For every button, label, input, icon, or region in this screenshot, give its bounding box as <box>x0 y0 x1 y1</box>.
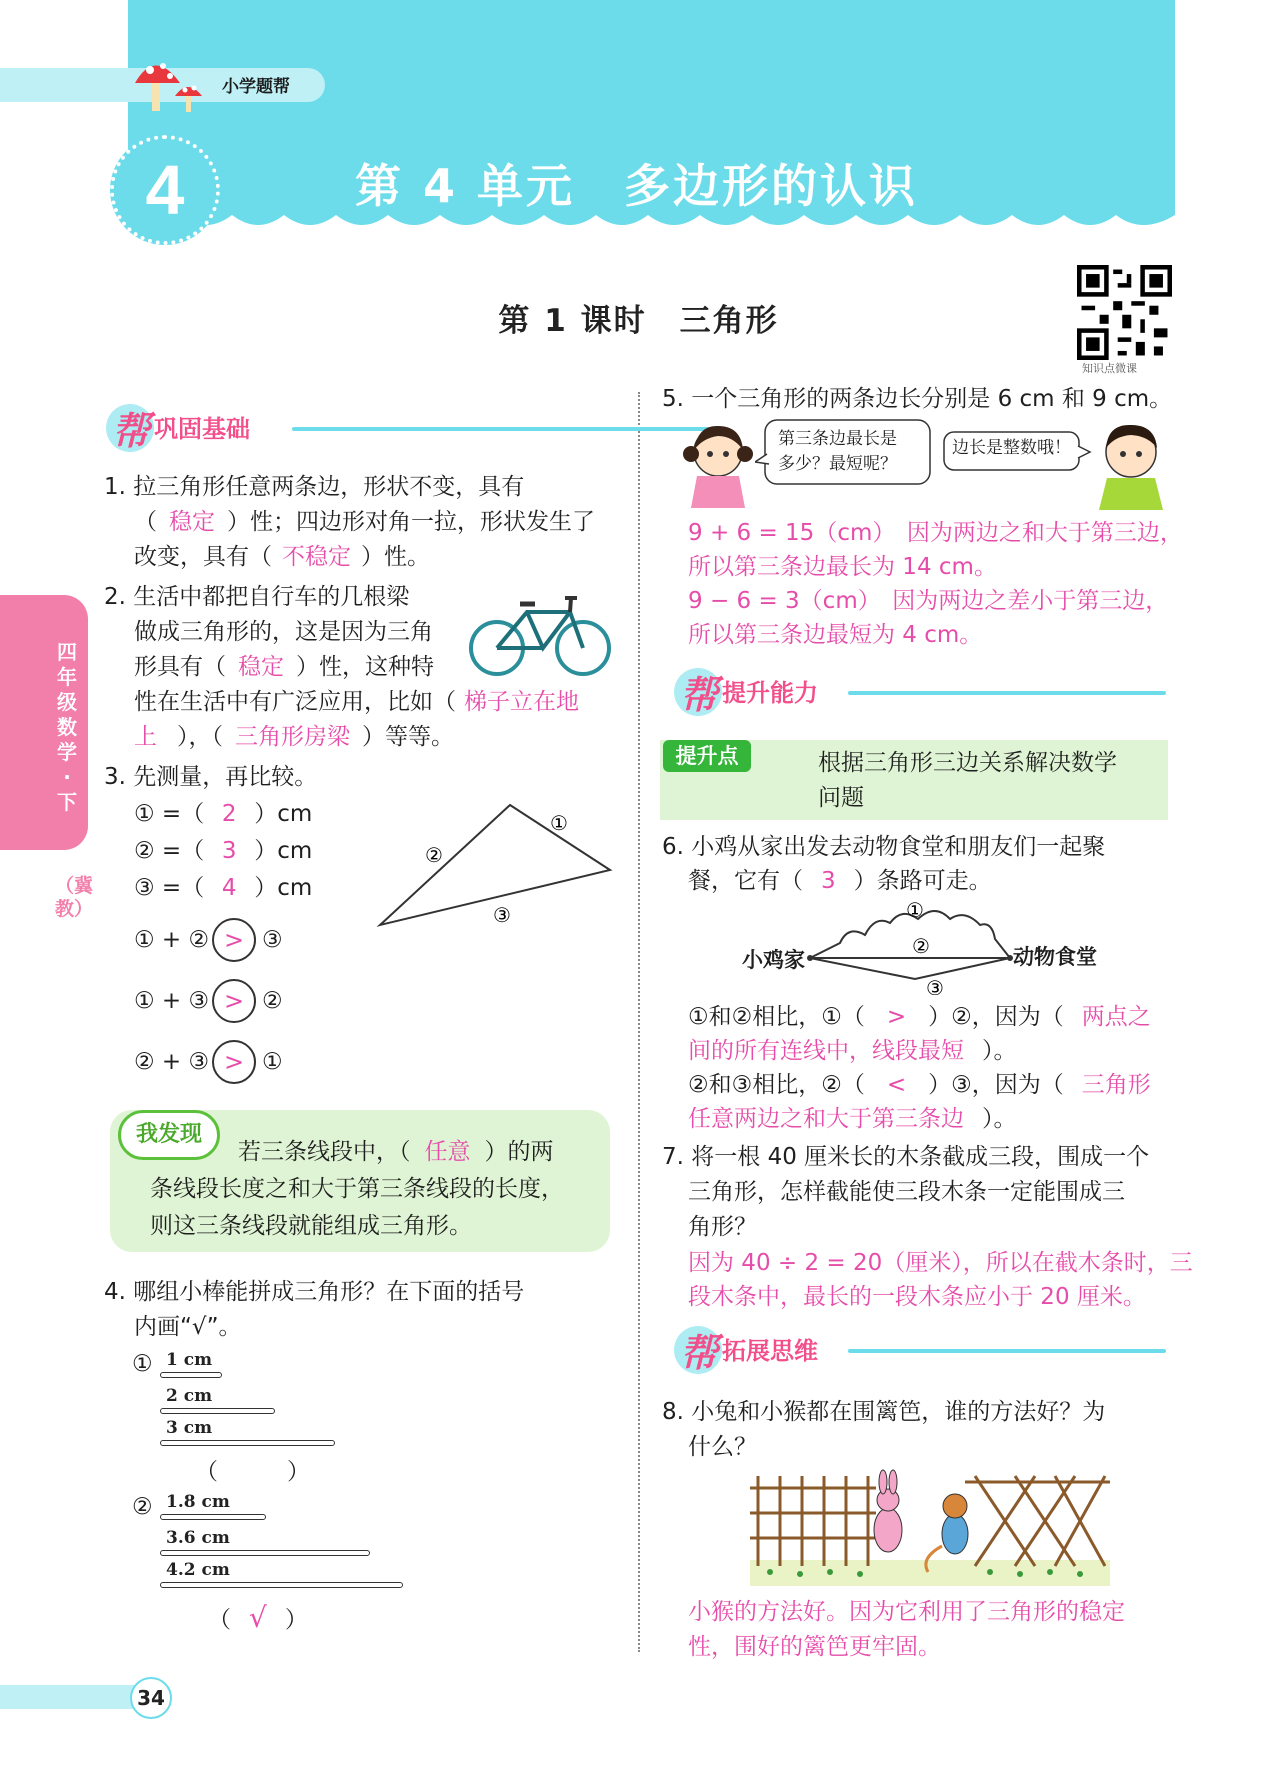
q4-g2-stick3-label: 4.2 cm <box>166 1560 230 1580</box>
key-point-badge: 提升点 <box>663 740 751 772</box>
q3-compare3-answer: > <box>212 1040 256 1084</box>
girl-icon <box>683 420 753 510</box>
brand-name: 小学题帮 <box>222 77 290 97</box>
q5-answer-line3: 9 − 6 = 3（cm） 因为两边之差小于第三边， <box>688 588 1169 614</box>
section-basic-title: 巩固基础 <box>154 415 250 443</box>
q1-answer2: 不稳定 <box>282 544 351 570</box>
section-bang: 帮 <box>680 673 719 717</box>
qr-label: 知识点微课 <box>1082 362 1137 375</box>
q4-g2-stick2 <box>160 1550 370 1556</box>
q8-line2: 什么？ <box>688 1434 757 1460</box>
q6-line2: 餐，它有（ 3 ）条路可走。 <box>688 868 992 894</box>
q6-compare2-answer: < <box>886 1072 907 1098</box>
q6-home-label: 小鸡家 <box>742 948 805 972</box>
section-line <box>292 427 722 431</box>
path-label-1: ① <box>906 898 924 922</box>
bicycle-icon <box>465 590 615 680</box>
q2-line5: 上 ），（ 三角形房梁 ）等等。 <box>134 724 454 750</box>
q3-compare3-left: ② + ③ <box>134 1049 210 1075</box>
q2-answer1: 稳定 <box>238 654 284 680</box>
q4-g1-stick1-label: 1 cm <box>166 1350 213 1370</box>
discovery-line3: 则这三条线段就能组成三角形。 <box>150 1213 472 1239</box>
section-expand-title: 拓展思维 <box>722 1337 818 1365</box>
discovery-line2: 条线段长度之和大于第三条线段的长度， <box>150 1176 564 1202</box>
q4-line1: 4. 哪组小棒能拼成三角形？在下面的括号 <box>104 1279 525 1305</box>
unit-number: 4 <box>145 151 185 229</box>
unit-number-badge <box>110 135 220 245</box>
q1-answer1: 稳定 <box>169 509 215 535</box>
q3-compare1-answer: > <box>212 918 256 962</box>
q3-compare1-right: ③ <box>262 927 283 953</box>
q6-compare1-line2: 间的所有连线中，线段最短 ）。 <box>688 1038 1017 1064</box>
q4-g1-stick2 <box>160 1408 275 1414</box>
q1-line1: 1. 拉三角形任意两条边，形状不变，具有 <box>104 474 525 500</box>
q4-group2-mark: ② <box>132 1494 153 1520</box>
path-label-2: ② <box>912 934 930 958</box>
section-basic-header <box>112 400 617 452</box>
triangle-figure <box>375 800 615 940</box>
section-expand-header <box>680 1322 1170 1374</box>
discovery-answer: 任意 <box>424 1139 471 1165</box>
path-label-3: ③ <box>926 976 944 995</box>
fence-illustration <box>750 1468 1110 1588</box>
q1-line2: （ 稳定 ）性；四边形对角一拉，形状发生了 <box>134 509 595 535</box>
q8-line1: 8. 小兔和小猴都在围篱笆，谁的方法好？为 <box>662 1399 1106 1425</box>
q3-measure3: ③ =（ 4 ）cm <box>134 875 313 901</box>
q7-answer-line1: 因为 40 ÷ 2 = 20（厘米），所以在截木条时，三 <box>688 1250 1193 1276</box>
side-book-label: 四年级数学·下 <box>57 640 77 814</box>
section-improve-header <box>680 664 1170 716</box>
lesson-title: 第 1 课时 三角形 <box>498 303 779 339</box>
bubble-boy-text: 边长是整数哦！ <box>952 438 1071 458</box>
triangle-label-1: ① <box>550 811 568 835</box>
q4-g1-stick2-label: 2 cm <box>166 1386 213 1406</box>
q2-answer2a: 梯子立在地 <box>464 689 579 715</box>
section-bang: 帮 <box>112 409 151 453</box>
q4-group1-paren: （ ） <box>195 1459 310 1485</box>
q3-compare2-left: ① + ③ <box>134 988 210 1014</box>
q3-measure2: ② =（ 3 ）cm <box>134 838 313 864</box>
q2-line1: 2. 生活中都把自行车的几根梁 <box>104 584 410 610</box>
q4-g2-stick1 <box>160 1514 266 1520</box>
q8-answer-line1: 小猴的方法好。因为它利用了三角形的稳定 <box>688 1599 1125 1625</box>
section-line <box>848 691 1166 695</box>
key-point-line1: 根据三角形三边关系解决数学 <box>818 750 1117 776</box>
q8-answer-line2: 性，围好的篱笆更牢固。 <box>688 1634 941 1660</box>
q3-compare1-left: ① + ② <box>134 927 210 953</box>
q5-title: 5. 一个三角形的两条边长分别是 6 cm 和 9 cm。 <box>662 386 1173 412</box>
section-line <box>848 1349 1166 1353</box>
q3-compare2-right: ② <box>262 988 283 1014</box>
boy-icon <box>1093 418 1173 510</box>
q4-line2: 内画“√”。 <box>134 1314 242 1340</box>
q4-g2-stick3 <box>160 1582 403 1588</box>
q2-answer3: 三角形房梁 <box>235 724 350 750</box>
q2-line2: 做成三角形的，这是因为三角 <box>134 619 433 645</box>
unit-title: 第 4 单元 多边形的认识 <box>355 159 919 213</box>
triangle-label-3: ③ <box>493 903 511 927</box>
q4-g1-stick1 <box>160 1372 222 1378</box>
bubble-girl-line1: 第三条边最长是 <box>778 429 897 449</box>
q3-measure1: ① =（ 2 ）cm <box>134 801 313 827</box>
q6-compare2-line2: 任意两边之和大于第三条边 ）。 <box>688 1106 1017 1132</box>
qr-code-icon[interactable] <box>1077 265 1172 360</box>
q7-line2: 三角形，怎样截能使三段木条一定能围成三 <box>688 1179 1125 1205</box>
q7-line3: 角形？ <box>688 1214 757 1240</box>
q3-compare3-right: ① <box>262 1049 283 1075</box>
q4-group1-mark: ① <box>132 1351 153 1377</box>
q6-compare1-line1: ①和②相比，①（ > ）②，因为（ 两点之 <box>688 1004 1151 1030</box>
q5-answer-line1: 9 + 6 = 15（cm） 因为两边之和大于第三边， <box>688 520 1183 546</box>
q3-title: 3. 先测量，再比较。 <box>104 764 318 790</box>
triangle-label-2: ② <box>425 843 443 867</box>
q6-compare1-answer: > <box>886 1004 907 1030</box>
q4-g2-stick2-label: 3.6 cm <box>166 1528 230 1548</box>
key-point-line2: 问题 <box>818 785 864 811</box>
page-number: 34 <box>130 1677 172 1719</box>
discovery-badge: 我发现 <box>118 1110 220 1160</box>
q4-group2-paren: （ √ ） <box>208 1601 308 1634</box>
q3-compare2-answer: > <box>212 979 256 1023</box>
discovery-line1: 若三条线段中，（ 任意 ）的两 <box>238 1139 554 1165</box>
q4-group2-answer: √ <box>249 1601 267 1634</box>
side-edition-label: （冀教） <box>55 875 94 920</box>
section-improve-title: 提升能力 <box>722 679 818 707</box>
mushroom-icon <box>130 48 220 118</box>
q4-g2-stick1-label: 1.8 cm <box>166 1492 230 1512</box>
q2-line3: 形具有（ 稳定 ）性，这种特 <box>134 654 434 680</box>
section-bang: 帮 <box>680 1331 719 1375</box>
q6-compare2-line1: ②和③相比，②（ < ）③，因为（ 三角形 <box>688 1072 1151 1098</box>
q6-line1: 6. 小鸡从家出发去动物食堂和朋友们一起聚 <box>662 834 1106 860</box>
column-divider <box>638 392 640 1652</box>
q2-line4: 性在生活中有广泛应用，比如（ 梯子立在地 <box>134 689 579 715</box>
q1-line3: 改变，具有（ 不稳定 ）性。 <box>134 544 430 570</box>
q4-g1-stick3-label: 3 cm <box>166 1418 213 1438</box>
bubble-girl-line2: 多少？最短呢？ <box>778 454 897 474</box>
q7-answer-line2: 段木条中，最长的一段木条应小于 20 厘米。 <box>688 1284 1146 1310</box>
q6-answer: 3 <box>821 868 836 894</box>
q5-answer-line2: 所以第三条边最长为 14 cm。 <box>688 554 997 580</box>
q5-answer-line4: 所以第三条边最短为 4 cm。 <box>688 622 983 648</box>
q2-answer2b: 上 <box>134 724 157 750</box>
q6-canteen-label: 动物食堂 <box>1013 945 1097 969</box>
q4-g1-stick3 <box>160 1440 335 1446</box>
q7-line1: 7. 将一根 40 厘米长的木条截成三段，围成一个 <box>662 1144 1150 1170</box>
